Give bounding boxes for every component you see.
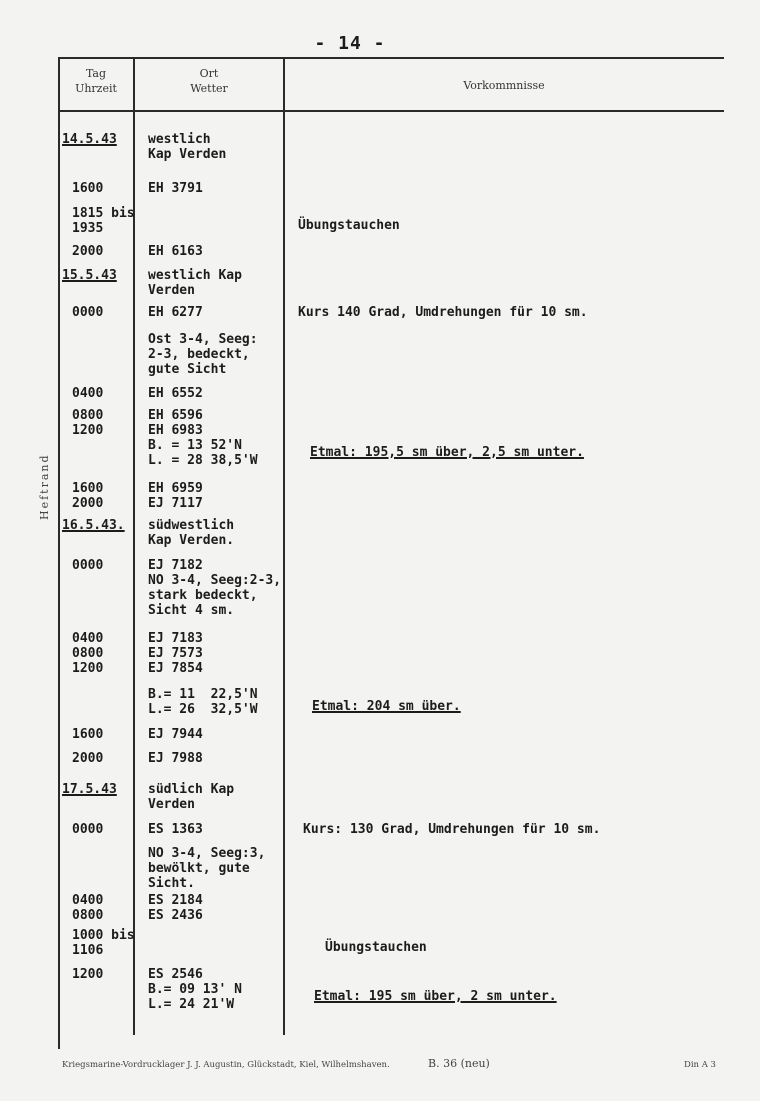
entry-time: 0000 (72, 558, 104, 573)
entry-place-weather: ES 1363 (148, 822, 203, 837)
entry-date: 17.5.43 (62, 782, 117, 797)
entry-event: Übungstauchen (325, 940, 427, 955)
header-bottom-rule (58, 110, 724, 112)
entry-time: 1600 2000 (72, 481, 104, 511)
footer-form-number: B. 36 (neu) (428, 1057, 490, 1070)
entry-place-weather: EH 6163 (148, 244, 203, 259)
column-divider-1 (133, 57, 135, 1035)
entry-time: 2000 (72, 244, 104, 259)
entry-place-weather: EH 6596 EH 6983 B. = 13 52'N L. = 28 38,5'W (148, 408, 258, 468)
entry-place-weather: EJ 7944 (148, 727, 203, 742)
entry-event: Etmal: 195,5 sm über, 2,5 sm unter. (310, 445, 584, 460)
footer-paper-size: Din A 3 (684, 1060, 716, 1070)
entry-place-weather: NO 3-4, Seeg:3, bewölkt, gute Sicht. (148, 846, 266, 891)
column-divider-2 (283, 57, 285, 1035)
entry-time: 0400 (72, 386, 104, 401)
entry-time: 0000 (72, 822, 104, 837)
entry-place-weather: westlich Kap Verden (148, 268, 242, 298)
entry-date: 15.5.43 (62, 268, 117, 283)
entry-time: 0400 0800 1200 (72, 631, 104, 676)
entry-place-weather: südlich Kap Verden (148, 782, 235, 812)
entry-place-weather: Ost 3-4, Seeg: 2-3, bedeckt, gute Sicht (148, 332, 258, 377)
entry-place-weather: EH 6552 (148, 386, 203, 401)
entry-time: 2000 (72, 751, 104, 766)
entry-time: 0800 1200 (72, 408, 104, 438)
entry-place-weather: westlich Kap Verden (148, 132, 227, 162)
entry-time: 1600 (72, 727, 104, 742)
entry-time: 1200 (72, 967, 104, 982)
entry-place-weather: ES 2546 B.= 09 13' N L.= 24 21'W (148, 967, 242, 1012)
entry-place-weather: EH 6959 EJ 7117 (148, 481, 203, 511)
page-number: - 14 - (314, 33, 386, 54)
entry-place-weather: EJ 7182 NO 3-4, Seeg:2-3, stark bedeckt, Sicht 4 sm. (148, 558, 282, 618)
entry-place-weather: ES 2184 ES 2436 (148, 893, 203, 923)
footer-printer: Kriegsmarine-Vordrucklager J. J. Augustin, Glückstadt, Kiel, Wilhelmshaven. (62, 1060, 390, 1070)
entry-time: 0000 (72, 305, 104, 320)
margin-label: Heftrand (38, 453, 51, 520)
entry-place-weather: südwestlich Kap Verden. (148, 518, 235, 548)
entry-time: 1000 bis 1106 (72, 928, 135, 958)
top-rule (58, 57, 724, 59)
header-events: Vorkommnisse (463, 79, 545, 92)
entry-event: Etmal: 204 sm über. (312, 699, 461, 714)
entry-place-weather: EH 3791 (148, 181, 203, 196)
entry-event: Kurs: 130 Grad, Umdrehungen für 10 sm. (303, 822, 601, 837)
entry-place-weather: EH 6277 (148, 305, 203, 320)
entry-time: 1600 (72, 181, 104, 196)
entry-place-weather: EJ 7988 (148, 751, 203, 766)
entry-event: Übungstauchen (298, 218, 400, 233)
entry-date: 14.5.43 (62, 132, 117, 147)
entry-date: 16.5.43. (62, 518, 125, 533)
entry-place-weather: B.= 11 22,5'N L.= 26 32,5'W (148, 687, 258, 717)
entry-event: Etmal: 195 sm über, 2 sm unter. (314, 989, 557, 1004)
entry-place-weather: EJ 7183 EJ 7573 EJ 7854 (148, 631, 203, 676)
header-time: Tag Uhrzeit (75, 67, 117, 95)
left-border (58, 57, 60, 1049)
header-place: Ort Wetter (190, 67, 228, 95)
entry-time: 0400 0800 (72, 893, 104, 923)
entry-event: Kurs 140 Grad, Umdrehungen für 10 sm. (298, 305, 588, 320)
entry-time: 1815 bis 1935 (72, 206, 135, 236)
